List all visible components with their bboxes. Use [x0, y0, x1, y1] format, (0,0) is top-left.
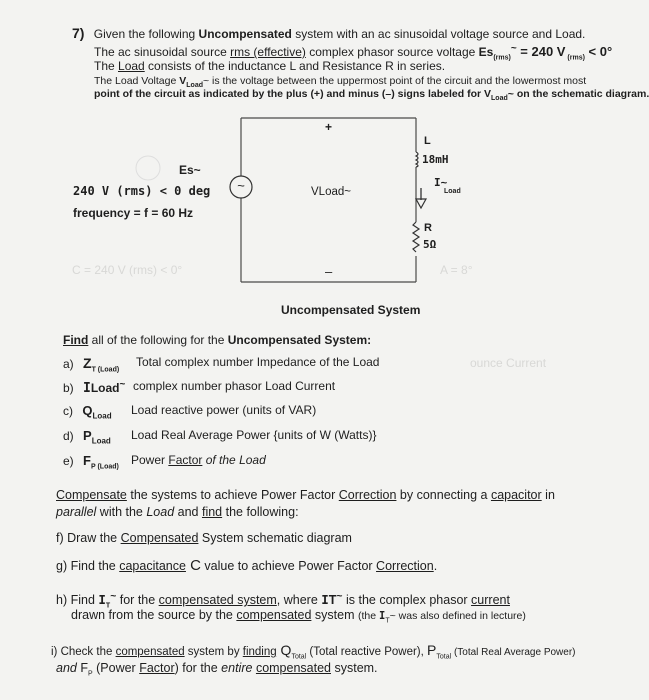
find-intro: Find all of the following for the Uncompensated System: — [63, 333, 372, 347]
problem-line-1: 7) Given the following Uncompensated system with an ac sinusoidal voltage source and Load. — [72, 25, 586, 41]
ghost-circle — [136, 156, 160, 180]
compensate-item-h-line-2: drawn from the source by the compensated system (the $I_T\sim$ was also defined in lecture) — [71, 608, 526, 625]
inductor-name: L — [424, 135, 431, 147]
resistor-value: 5Ω — [423, 238, 437, 251]
minus-sign: – — [325, 264, 333, 279]
inductor-value: 18mH — [422, 153, 449, 166]
compensate-line-1: Compensate the systems to achieve Power Factor Correction by connecting a capacitor in — [56, 488, 555, 502]
ghost-text-left: C = 240 V (rms) < 0° — [72, 263, 183, 277]
circuit-schematic — [0, 0, 627, 300]
resistor-symbol — [413, 222, 419, 252]
current-arrow-icon — [416, 188, 426, 208]
find-item-d: d) $P_{Load}$ Load Real Average Power {units of W (Watts)} — [63, 428, 377, 446]
compensate-item-f: f) Draw the Compensated System schematic diagram — [56, 531, 352, 545]
ac-source-tilde: ~ — [237, 178, 245, 193]
find-item-c: c) $Q_{Load}$ Load reactive power (units of VAR) — [63, 403, 317, 421]
compensate-item-g: g) Find the capacitance C value to achieve Power Factor Correction. — [56, 557, 438, 574]
problem-line-2: The ac sinusoidal source rms (effective) complex phasor source voltage $Es_{(rms)}^\sim = 240$ V $_{(rms)}$ < 0° — [94, 43, 613, 62]
compensate-item-i-line-2: and $F_P$ (Power Factor) for the entire compensated system. — [56, 661, 378, 678]
ghost-text-right: A = 8° — [440, 263, 473, 277]
source-label: Es~ — [179, 163, 201, 177]
problem-line-4: The Load Voltage $V_{Load}\sim$ is the voltage between the uppermost point of the circuit and the lowermost most — [94, 75, 587, 90]
resistor-name: R — [424, 222, 432, 234]
compensate-line-2: parallel with the Load and find the following: — [56, 505, 299, 519]
circuit-caption: Uncompensated System — [281, 303, 421, 317]
problem-line-5: point of the circuit as indicated by the plus (+) and minus (–) signs labeled for $V_{Load}\sim$ on the schematic diagram. — [94, 88, 649, 103]
ghost-text-find: ounce Current — [470, 356, 547, 370]
source-value: 240 V (rms) < 0 deg — [73, 184, 211, 198]
plus-sign: + — [325, 120, 333, 134]
inductor-symbol — [416, 152, 418, 167]
compensate-item-h-line-1: h) Find $I_T^\sim$ for the compensated system, where IT~ is the complex phasor current — [56, 591, 510, 610]
problem-number: 7) — [72, 25, 85, 41]
current-sub-label: Load — [444, 188, 461, 195]
frequency-label: frequency = f = 60 Hz — [73, 206, 194, 220]
find-item-b: b) ILoad~ complex number phasor Load Current — [63, 379, 336, 396]
find-item-e: e) $F_{P (Load)}$ Power Factor of the Load — [63, 453, 266, 471]
current-label: I~ — [434, 176, 448, 189]
circuit-wires — [241, 118, 416, 282]
compensate-item-i-line-1: i) Check the compensated system by finding $Q_{Total}$ (Total reactive Power), $P_{Total}$ (Total Real Average Power) — [51, 642, 576, 661]
vload-label: VLoad~ — [311, 186, 351, 198]
problem-line-3: The Load consists of the inductance L and Resistance R in series. — [94, 59, 446, 73]
find-item-a: a) $Z_{T (Load)}$ Total complex number Impedance of the Load — [63, 355, 380, 374]
